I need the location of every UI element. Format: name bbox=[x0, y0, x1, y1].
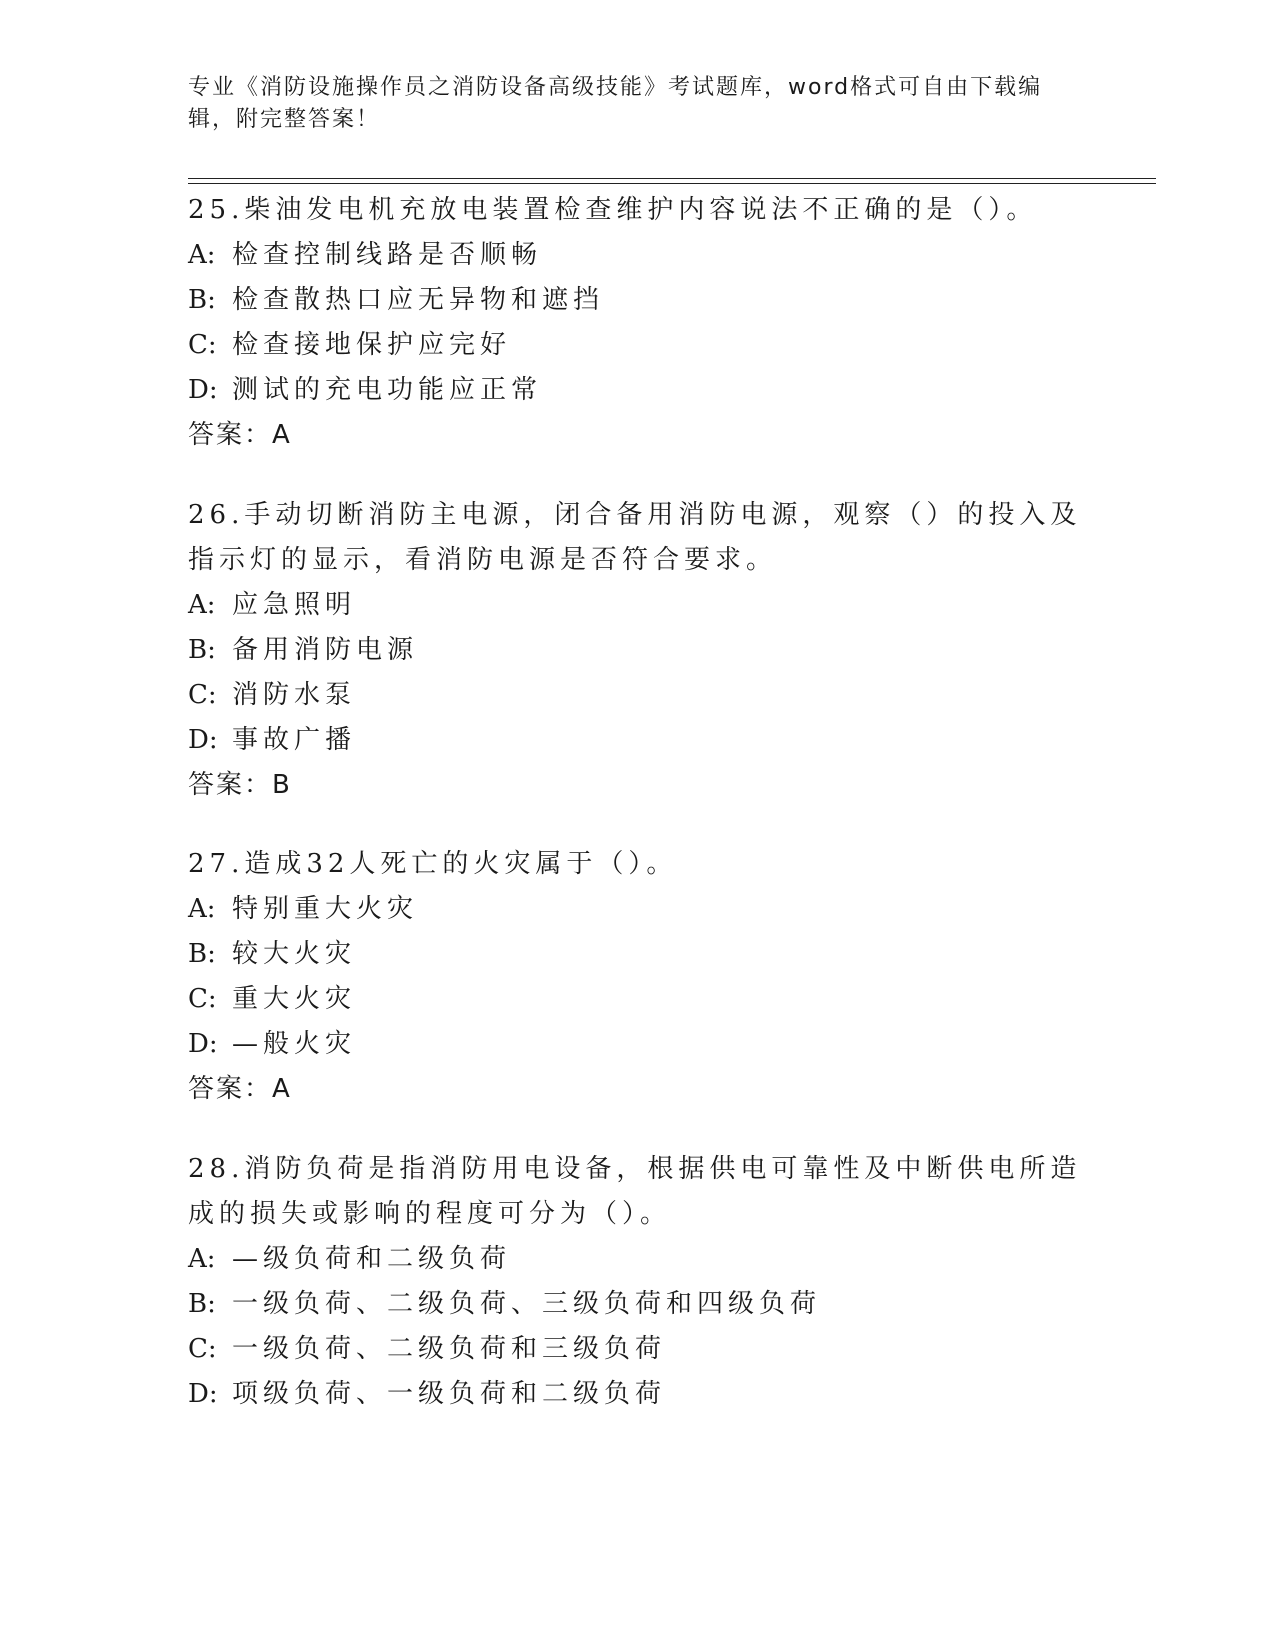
option-letter: D: bbox=[188, 1029, 218, 1059]
option-letter: D: bbox=[188, 725, 218, 755]
option-c bbox=[188, 323, 1088, 368]
question-stem: 28.消防负荷是指消防用电设备，根据供电可靠性及中断供电所造成的损失或影响的程度可分为（）。 bbox=[188, 1154, 1082, 1229]
option-text: 重大火灾 bbox=[232, 984, 357, 1014]
option-text: 特别重大火灾 bbox=[232, 894, 419, 924]
option-c bbox=[188, 673, 1088, 718]
option-text: 事故广播 bbox=[232, 725, 357, 755]
option-text: 项级负荷、一级负荷和二级负荷 bbox=[232, 1379, 667, 1409]
answer-line: 答案：A bbox=[188, 1074, 292, 1104]
answer-line: 答案：A bbox=[188, 420, 292, 450]
question-25 bbox=[188, 188, 1088, 458]
option-c bbox=[188, 1327, 1088, 1372]
option-d bbox=[188, 1022, 1088, 1067]
option-a bbox=[188, 887, 1088, 932]
option-d bbox=[188, 368, 1088, 413]
option-text: 检查散热口应无异物和遮挡 bbox=[232, 285, 605, 315]
option-c bbox=[188, 977, 1088, 1022]
option-b bbox=[188, 628, 1088, 673]
option-text: 备用消防电源 bbox=[232, 635, 419, 665]
document-header: 专业《消防设施操作员之消防设备高级技能》考试题库，word格式可自由下载编辑，附完整答案！ bbox=[188, 75, 1043, 132]
header-divider-top bbox=[188, 178, 1156, 179]
option-text: 较大火灾 bbox=[232, 939, 357, 969]
question-stem: 25.柴油发电机充放电装置检查维护内容说法不正确的是（）。 bbox=[188, 195, 1038, 225]
option-letter: A: bbox=[188, 590, 216, 620]
option-text: 应急照明 bbox=[232, 590, 357, 620]
option-letter: A: bbox=[188, 240, 216, 270]
option-letter: B: bbox=[188, 285, 216, 315]
option-d bbox=[188, 1372, 1088, 1417]
option-a bbox=[188, 583, 1088, 628]
question-stem: 26.手动切断消防主电源，闭合备用消防电源，观察（）的投入及指示灯的显示，看消防电源是否符合要求。 bbox=[188, 500, 1082, 575]
option-letter: B: bbox=[188, 635, 216, 665]
option-text: —般火灾 bbox=[232, 1029, 357, 1059]
answer-line: 答案：B bbox=[188, 770, 292, 800]
option-letter: C: bbox=[188, 330, 217, 360]
option-letter: A: bbox=[188, 894, 216, 924]
option-text: 测试的充电功能应正常 bbox=[232, 375, 543, 405]
option-text: 检查接地保护应完好 bbox=[232, 330, 512, 360]
option-d bbox=[188, 718, 1088, 763]
option-text: —级负荷和二级负荷 bbox=[232, 1244, 512, 1274]
option-letter: C: bbox=[188, 680, 217, 710]
option-text: 一级负荷、二级负荷、三级负荷和四级负荷 bbox=[232, 1289, 822, 1319]
option-text: 消防水泵 bbox=[232, 680, 357, 710]
option-a bbox=[188, 233, 1088, 278]
option-a bbox=[188, 1237, 1088, 1282]
option-letter: A: bbox=[188, 1244, 216, 1274]
option-b bbox=[188, 932, 1088, 977]
option-b bbox=[188, 1282, 1088, 1327]
option-letter: B: bbox=[188, 939, 216, 969]
option-text: 一级负荷、二级负荷和三级负荷 bbox=[232, 1334, 667, 1364]
option-b bbox=[188, 278, 1088, 323]
header-divider-bottom bbox=[188, 183, 1156, 184]
question-27 bbox=[188, 842, 1088, 1112]
option-letter: C: bbox=[188, 1334, 217, 1364]
question-28 bbox=[188, 1147, 1088, 1417]
option-letter: D: bbox=[188, 1379, 218, 1409]
question-26 bbox=[188, 493, 1088, 808]
option-letter: D: bbox=[188, 375, 218, 405]
option-letter: B: bbox=[188, 1289, 216, 1319]
question-stem: 27.造成32人死亡的火灾属于（）。 bbox=[188, 849, 678, 879]
option-text: 检查控制线路是否顺畅 bbox=[232, 240, 543, 270]
option-letter: C: bbox=[188, 984, 217, 1014]
